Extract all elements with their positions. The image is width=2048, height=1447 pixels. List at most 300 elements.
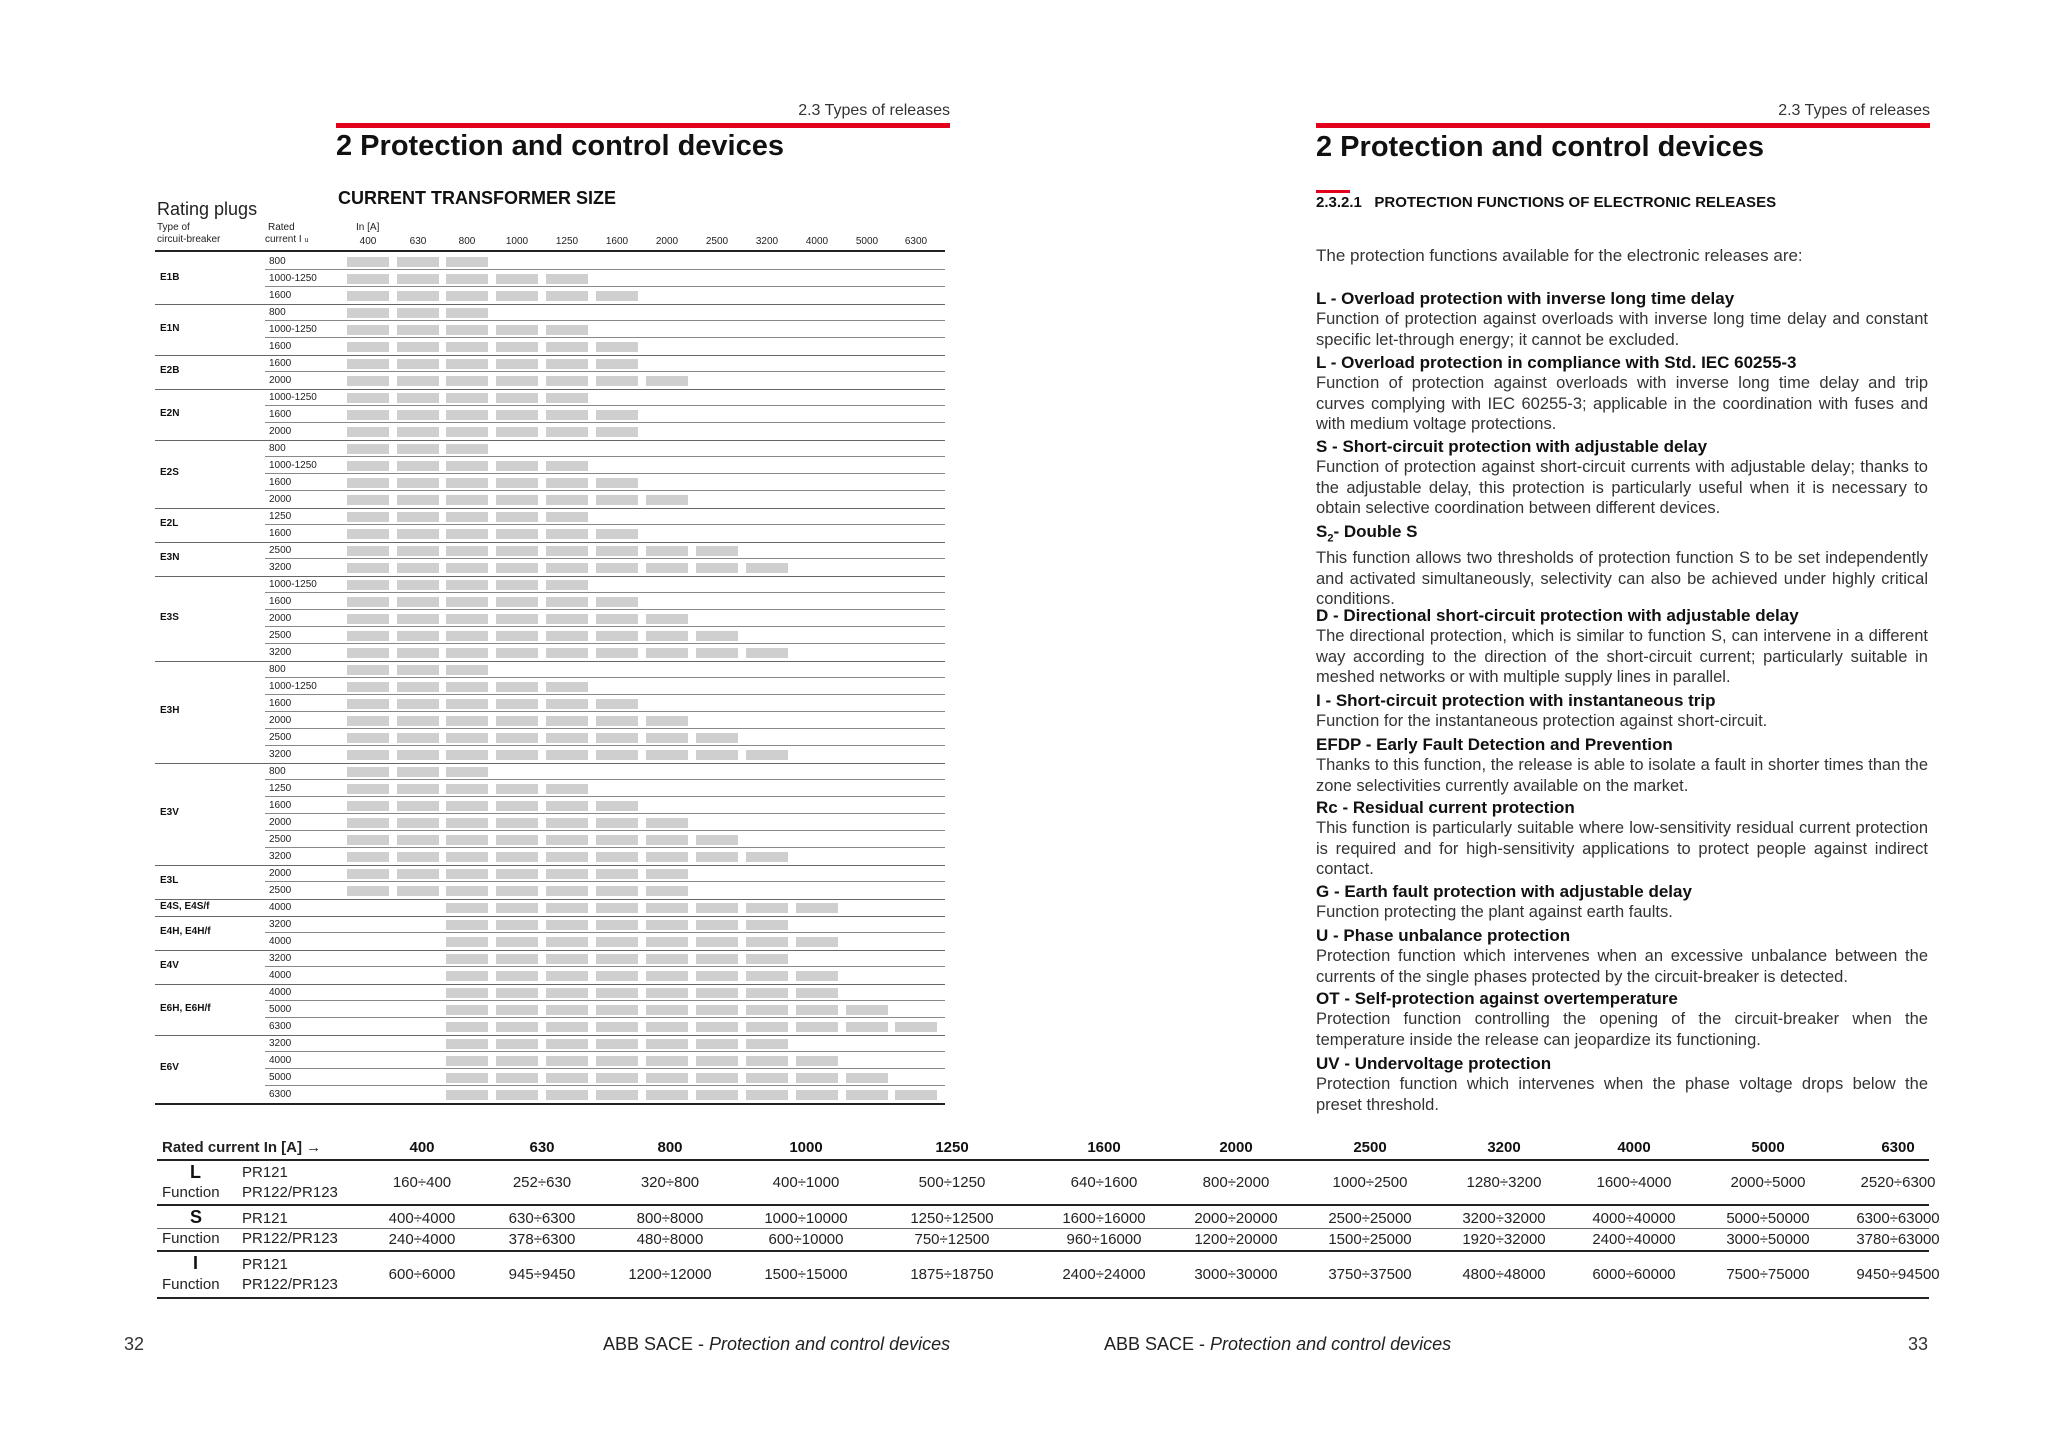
ct-size-bar [446,716,488,726]
ct-size-bar [546,1056,588,1066]
ct-size-bar [397,818,439,828]
in-column-header: 1250 [555,236,579,247]
ct-size-bar [696,1039,738,1049]
bt-rule-top [157,1159,1929,1161]
ct-size-bar [546,869,588,879]
ct-size-bar [546,801,588,811]
ct-size-bar [347,393,389,403]
ct-size-bar [596,495,638,505]
ct-size-bar [347,512,389,522]
rated-current-label: 1600 [269,528,292,539]
ct-size-bar [496,920,538,930]
ct-size-bar [696,903,738,913]
ct-size-bar [646,733,688,743]
ct-size-bar [496,342,538,352]
ct-size-bar [546,988,588,998]
ct-size-bar [446,376,488,386]
rated-current-label: 800 [269,443,286,454]
ct-size-bar [397,308,439,318]
ct-size-bar [596,648,638,658]
bt-S-value-pr121: 630÷6300 [508,1210,576,1227]
breaker-type-label: E4H, E4H/f [160,926,211,937]
rated-current-label: 4000 [269,1055,292,1066]
ct-size-bar [446,342,488,352]
ct-size-bar [496,410,538,420]
breaker-type-label: E2L [160,518,179,529]
ct-size-bar [796,1022,838,1032]
rating-row [265,508,945,525]
ct-size-bar [546,478,588,488]
in-column-header: 2500 [705,236,729,247]
fn-G-earth-fault: G - Earth fault protection with adjustable delay Function protecting the plant against earth faults. [1316,882,1692,921]
fn-I-instantaneous: I - Short-circuit protection with instantaneous trip Function for the instantaneous protection against short-circuit. [1316,691,1768,730]
bt-S-value-pr121: 2000÷20000 [1194,1210,1278,1227]
bt-L-value: 320÷800 [640,1174,700,1191]
ct-size-bar [546,971,588,981]
bt-S-value-pr122: 2400÷40000 [1592,1231,1676,1248]
ct-size-bar [496,903,538,913]
ct-size-bar [546,291,588,301]
page-title-right: 2 Protection and control devices [1316,131,1764,163]
bt-column-header: 5000 [1751,1139,1785,1156]
rating-row [265,627,945,644]
fn-L-iec: L - Overload protection in compliance with Std. IEC 60255-3 Function of protection against overloads with inverse long time delay and trip curves complying with IEC 60255-3; applicable in the coordination with fuses and with medium voltage protections. [1316,353,1928,433]
ct-size-bar [446,937,488,947]
rated-current-label: 3200 [269,919,292,930]
ct-size-bar [446,546,488,556]
bt-S-value-pr121: 6300÷63000 [1856,1210,1940,1227]
ct-size-bar [596,1039,638,1049]
ct-size-bar [646,546,688,556]
rated-current-label: 1000-1250 [269,392,317,403]
ct-size-bar [646,1022,688,1032]
bt-rule-S-mid [157,1228,1929,1229]
ct-size-bar [746,1073,788,1083]
in-column-header: 630 [409,236,427,247]
ct-size-bar [446,648,488,658]
ct-size-bar [596,835,638,845]
ct-size-bar [596,410,638,420]
rating-row [265,950,945,967]
bt-S-value-pr121: 4000÷40000 [1592,1210,1676,1227]
ct-size-bar [347,359,389,369]
in-column-header: 5000 [855,236,879,247]
bt-column-header: 1000 [789,1139,823,1156]
rated-current-label: 2000 [269,494,292,505]
bt-S-value-pr122: 1200÷20000 [1194,1231,1278,1248]
ct-size-bar [496,274,538,284]
ct-size-bar [496,359,538,369]
bt-I-value: 1875÷18750 [910,1266,994,1283]
ct-size-bar [446,784,488,794]
bt-L-value: 1600÷4000 [1596,1174,1672,1191]
ct-size-bar [696,546,738,556]
ct-size-bar [347,478,389,488]
ct-size-bar [397,750,439,760]
rating-row [265,474,945,491]
ct-size-bar [846,1090,888,1100]
bt-I-value: 1500÷15000 [764,1266,848,1283]
fn-OT-overtemperature: OT - Self-protection against overtemperature Protection function controlling the opening of the circuit-breaker when the temperature inside the release can jeopardize its functioning. [1316,989,1928,1049]
ct-size-bar [696,563,738,573]
ct-size-bar [546,512,588,522]
rating-row [265,797,945,814]
ct-size-bar [397,427,439,437]
ct-size-bar [895,1022,937,1032]
ct-size-bar [397,342,439,352]
ct-size-bar [446,665,488,675]
rated-current-label: 800 [269,664,286,675]
rating-table-top-rule [155,250,945,252]
ct-size-bar [496,376,538,386]
ct-size-bar [846,1005,888,1015]
ct-size-bar [397,529,439,539]
ct-size-bar [596,886,638,896]
rating-row [265,525,945,542]
ct-size-bar [646,937,688,947]
ct-size-bar [496,478,538,488]
ct-size-bar [546,359,588,369]
ct-size-bar [496,716,538,726]
rating-row [265,593,945,610]
ct-size-bar [596,733,638,743]
ct-size-bar [446,257,488,267]
ct-size-bar [446,325,488,335]
ct-size-bar [496,988,538,998]
bt-L-value: 1000÷2500 [1332,1174,1408,1191]
ct-size-bar [397,665,439,675]
ct-size-bar [347,801,389,811]
breaker-type-label: E3H [160,705,180,716]
ct-size-bar [496,818,538,828]
ct-size-bar [546,274,588,284]
fn-EFDP: EFDP - Early Fault Detection and Prevention Thanks to this function, the release is able to isolate a fault in shorter times than the zone selectivities currently available on the market. [1316,735,1928,795]
rated-current-label: 1250 [269,511,292,522]
bt-L-value: 800÷2000 [1202,1174,1270,1191]
bt-column-header: 4000 [1617,1139,1651,1156]
ct-size-bar [546,937,588,947]
ct-size-bar [696,750,738,760]
ct-size-bar [646,971,688,981]
ct-size-bar [496,699,538,709]
bt-S-model-1: PR121 [242,1210,288,1227]
ct-size-bar [646,614,688,624]
ct-size-bar [446,920,488,930]
in-column-header: 1600 [605,236,629,247]
ct-size-bar [546,1005,588,1015]
ct-size-bar [596,376,638,386]
ct-size-bar [546,325,588,335]
ct-size-bar [746,1022,788,1032]
ct-size-bar [446,580,488,590]
ct-size-bar [546,835,588,845]
bt-L-value: 500÷1250 [918,1174,986,1191]
ct-size-bar [596,852,638,862]
ct-size-bar [496,614,538,624]
rating-row [265,661,945,678]
rated-current-label: 1600 [269,596,292,607]
ct-size-bar [446,767,488,777]
ct-size-bar [347,597,389,607]
rating-row [265,1086,945,1103]
rating-row [265,644,945,661]
bt-S-value-pr122: 1500÷25000 [1328,1231,1412,1248]
rating-row [265,270,945,287]
ct-size-bar [546,563,588,573]
ct-size-bar [347,580,389,590]
ct-size-bar [696,835,738,845]
ct-size-bar [446,631,488,641]
ct-size-bar [446,971,488,981]
ct-size-bar [596,716,638,726]
ct-size-bar [496,1005,538,1015]
ct-size-bar [596,546,638,556]
bt-rule-bottom [157,1297,1929,1299]
ct-size-bar [746,1005,788,1015]
rating-row [265,559,945,576]
rated-current-label: 1600 [269,800,292,811]
ct-size-bar [596,920,638,930]
ct-size-bar [347,767,389,777]
ct-size-bar [746,563,788,573]
rated-current-label: 800 [269,766,286,777]
fn-L-overload: L - Overload protection with inverse long time delay Function of protection against overloads with inverse long time delay and constant specific let-through energy; it cannot be excluded. [1316,289,1928,349]
ct-size-bar [746,1039,788,1049]
ct-size-bar [546,886,588,896]
bt-S-value-pr122: 240÷4000 [388,1231,456,1248]
ct-size-bar [397,631,439,641]
ct-size-bar [895,1090,937,1100]
breaker-type-label: E4V [160,960,179,971]
ct-size-bar [496,427,538,437]
bt-S-model-2: PR122/PR123 [242,1230,338,1247]
ct-size-bar [397,325,439,335]
ct-size-bar [696,852,738,862]
ct-size-bar [646,1073,688,1083]
ct-size-bar [696,1073,738,1083]
ct-size-bar [446,750,488,760]
ct-size-bar [496,529,538,539]
ct-size-bar [646,903,688,913]
ct-size-bar [596,954,638,964]
ct-size-bar [546,1073,588,1083]
ct-size-bar [546,920,588,930]
bt-I-value: 945÷9450 [508,1266,576,1283]
ct-size-bar [446,444,488,454]
ct-size-bar [496,1039,538,1049]
rating-row [265,916,945,933]
ct-size-bar [596,750,638,760]
ct-size-bar [796,988,838,998]
rating-row [265,967,945,984]
rating-row [265,814,945,831]
rating-row [265,542,945,559]
ct-size-bar [496,580,538,590]
ct-size-bar [596,971,638,981]
ct-size-bar [446,427,488,437]
bt-column-header: 2000 [1219,1139,1253,1156]
ct-size-bar [397,563,439,573]
rated-current-label: 4000 [269,987,292,998]
ct-size-bar [446,869,488,879]
rating-row [265,389,945,406]
ct-size-bar [397,784,439,794]
ct-size-bar [546,546,588,556]
ct-size-bar [546,376,588,386]
rated-current-label: 1600 [269,290,292,301]
in-column-header: 3200 [755,236,779,247]
breaker-type-label: E2B [160,365,180,376]
bt-S-value-pr121: 3200÷32000 [1462,1210,1546,1227]
rated-current-label: 3200 [269,851,292,862]
rating-row [265,1069,945,1086]
ct-size-bar [446,835,488,845]
bt-column-header: 6300 [1881,1139,1915,1156]
ct-size-bar [696,733,738,743]
ct-size-bar [347,546,389,556]
ct-size-bar [347,852,389,862]
ct-size-bar [347,291,389,301]
ct-size-bar [397,274,439,284]
ct-size-bar [397,546,439,556]
breaker-type-label: E4S, E4S/f [160,900,210,912]
rated-current-label: 2000 [269,715,292,726]
ct-size-bar [347,835,389,845]
rating-row [265,848,945,865]
breaker-type-label: E3N [160,552,180,563]
ct-size-bar [546,954,588,964]
ct-size-bar [496,869,538,879]
ct-size-bar [796,1073,838,1083]
ct-size-bar [397,682,439,692]
ct-size-bar [446,801,488,811]
rating-row [265,780,945,797]
ct-size-bar [397,444,439,454]
breaker-type-label: E1N [160,322,180,334]
ct-size-bar [446,410,488,420]
bt-S-value-pr121: 1250÷12500 [910,1210,994,1227]
ct-size-bar [646,869,688,879]
ct-size-bar [596,427,638,437]
bt-I-value: 1200÷12000 [628,1266,712,1283]
ct-size-bar [496,682,538,692]
ct-size-bar [397,614,439,624]
ct-size-bar [746,1090,788,1100]
in-column-header: 800 [458,236,476,247]
ct-size-bar [646,988,688,998]
ct-size-bar [446,903,488,913]
ct-size-bar [446,852,488,862]
ct-size-bar [596,359,638,369]
rating-row [265,763,945,780]
ct-size-bar [446,699,488,709]
bt-S-value-pr121: 5000÷50000 [1726,1210,1810,1227]
ct-size-bar [397,648,439,658]
ct-size-bar [496,512,538,522]
ct-size-bar [496,563,538,573]
in-column-header: 6300 [904,236,928,247]
ct-size-bar [446,1056,488,1066]
rating-plugs-title: Rating plugs [157,199,258,219]
bt-S-value-pr122: 960÷16000 [1066,1231,1142,1248]
ct-size-bar [496,546,538,556]
ct-size-bar [646,1039,688,1049]
ct-size-bar [546,614,588,624]
ct-size-bar [546,818,588,828]
ct-size-bar [446,308,488,318]
ct-size-bar [746,648,788,658]
ct-size-bar [596,1056,638,1066]
rated-current-label: 1600 [269,409,292,420]
ct-size-bar [397,869,439,879]
rated-current-label: 1000-1250 [269,681,317,692]
ct-size-bar [347,257,389,267]
in-header: In [A] [356,222,380,233]
ct-size-bar [347,631,389,641]
rated-current-label: 800 [269,307,286,318]
bt-L-value: 160÷400 [392,1174,452,1191]
red-rule-left [336,123,950,128]
bt-S-value-pr122: 750÷12500 [914,1231,990,1248]
ct-size-bar [546,461,588,471]
ct-size-bar [397,461,439,471]
ct-size-bar [746,920,788,930]
ct-size-bar [347,325,389,335]
ct-size-bar [746,903,788,913]
ct-size-bar [347,733,389,743]
rating-row [265,712,945,729]
ct-size-bar [546,1022,588,1032]
col-header-rated: Rated current I u [265,222,309,245]
ct-size-bar [446,563,488,573]
ct-size-bar [496,495,538,505]
bt-S-value-pr122: 480÷8000 [636,1231,704,1248]
ct-size-bar [446,886,488,896]
ct-size-bar [546,427,588,437]
ct-size-bar [546,903,588,913]
ct-size-bar [347,648,389,658]
bt-I-value: 4800÷48000 [1462,1266,1546,1283]
bt-L-value: 640÷1600 [1070,1174,1138,1191]
ct-size-bar [546,342,588,352]
rated-current-label: 3200 [269,562,292,573]
ct-size-bar [446,291,488,301]
ct-size-bar [596,818,638,828]
ct-size-bar [446,461,488,471]
bt-S-value-pr121: 400÷4000 [388,1210,456,1227]
col-header-type: Type of circuit-breaker [157,222,221,245]
breaker-type-label: E3V [160,807,179,818]
bt-S-value-pr121: 1000÷10000 [764,1210,848,1227]
rating-row [265,576,945,593]
ct-size-bar [546,529,588,539]
rated-current-label: 3200 [269,1038,292,1049]
ct-size-bar [347,699,389,709]
ct-size-bar [397,835,439,845]
ct-size-bar [496,325,538,335]
breaker-type-label: E6V [160,1062,179,1073]
bt-S-value-pr121: 800÷8000 [636,1210,704,1227]
bt-rule-S [157,1250,1929,1252]
ct-size-bar [446,988,488,998]
bt-column-header: 2500 [1353,1139,1387,1156]
fn-UV-undervoltage: UV - Undervoltage protection Protection function which intervenes when the phase voltage drops below the preset threshold. [1316,1054,1928,1114]
ct-size-bar [397,257,439,267]
page-title-left: 2 Protection and control devices [336,130,784,162]
fn-Rc-residual: Rc - Residual current protection This function is particularly suitable where low-sensitivity residual current protection is required and for high-sensitivity applications to protect people against indirect contact. [1316,798,1928,878]
bt-header-label: Rated current In [A] → [162,1139,322,1156]
fn-D-directional: D - Directional short-circuit protection with adjustable delay The directional protection, which is similar to function S, can intervene in a different way according to the direction of the short-circuit current; particularly suitable in meshed networks or with multiple supply lines in parallel. [1316,606,1928,686]
